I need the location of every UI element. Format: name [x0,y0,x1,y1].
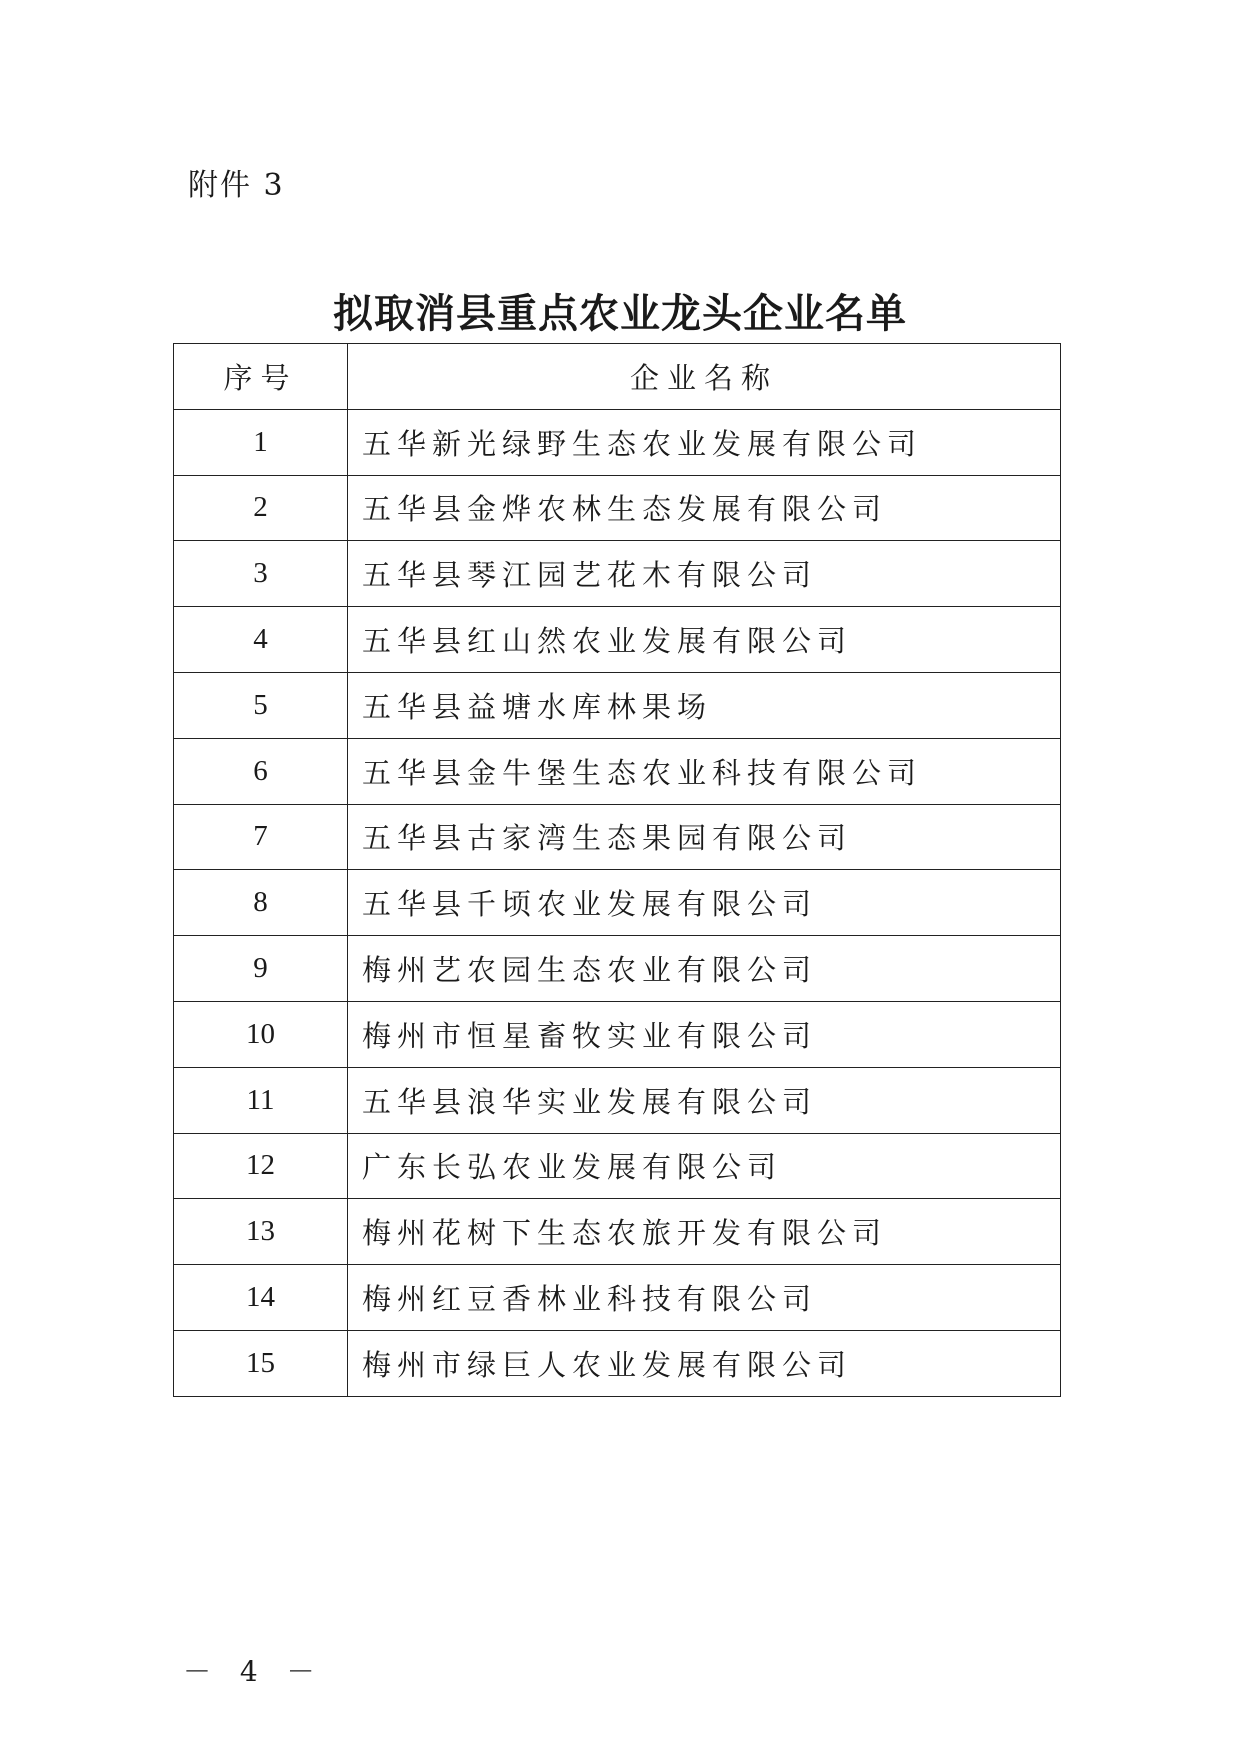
row-company-name: 五华县金牛堡生态农业科技有限公司 [348,738,1061,804]
table-header-row [174,344,1061,410]
header-company-name: 企业名称 [348,344,1061,410]
row-index: 11 [174,1067,348,1133]
row-index: 13 [174,1199,348,1265]
attachment-label: 附件 3 [188,168,285,203]
table-row [174,804,1061,870]
row-index: 2 [174,475,348,541]
table-row [174,738,1061,804]
row-company-name: 梅州艺农园生态农业有限公司 [348,936,1061,1002]
row-company-name: 五华县千顷农业发展有限公司 [348,870,1061,936]
table-row [174,1133,1061,1199]
table-row [174,607,1061,673]
row-index: 14 [174,1265,348,1331]
row-index: 4 [174,607,348,673]
table-row [174,1330,1061,1396]
row-index: 5 [174,672,348,738]
header-index: 序号 [174,344,348,410]
table-row [174,870,1061,936]
row-index: 1 [174,409,348,475]
row-company-name: 五华县浪华实业发展有限公司 [348,1067,1061,1133]
row-company-name: 梅州红豆香林业科技有限公司 [348,1265,1061,1331]
table-row [174,541,1061,607]
table-row [174,936,1061,1002]
table-row [174,1001,1061,1067]
company-table [173,343,1061,1397]
row-index: 6 [174,738,348,804]
table-row [174,475,1061,541]
table-row [174,1067,1061,1133]
document-title: 拟取消县重点农业龙头企业名单 [333,291,907,337]
row-company-name: 五华新光绿野生态农业发展有限公司 [348,409,1061,475]
row-company-name: 五华县红山然农业发展有限公司 [348,607,1061,673]
page-number: － 4 － [183,1655,325,1688]
table-row [174,1199,1061,1265]
row-company-name: 五华县琴江园艺花木有限公司 [348,541,1061,607]
row-company-name: 五华县古家湾生态果园有限公司 [348,804,1061,870]
table-row [174,1265,1061,1331]
row-company-name: 五华县益塘水库林果场 [348,672,1061,738]
table-row [174,672,1061,738]
row-company-name: 梅州花树下生态农旅开发有限公司 [348,1199,1061,1265]
row-index: 15 [174,1330,348,1396]
row-index: 8 [174,870,348,936]
row-index: 12 [174,1133,348,1199]
row-index: 9 [174,936,348,1002]
row-company-name: 梅州市恒星畜牧实业有限公司 [348,1001,1061,1067]
table-row [174,409,1061,475]
row-index: 7 [174,804,348,870]
row-index: 3 [174,541,348,607]
row-company-name: 广东长弘农业发展有限公司 [348,1133,1061,1199]
row-company-name: 五华县金烨农林生态发展有限公司 [348,475,1061,541]
row-company-name: 梅州市绿巨人农业发展有限公司 [348,1330,1061,1396]
row-index: 10 [174,1001,348,1067]
